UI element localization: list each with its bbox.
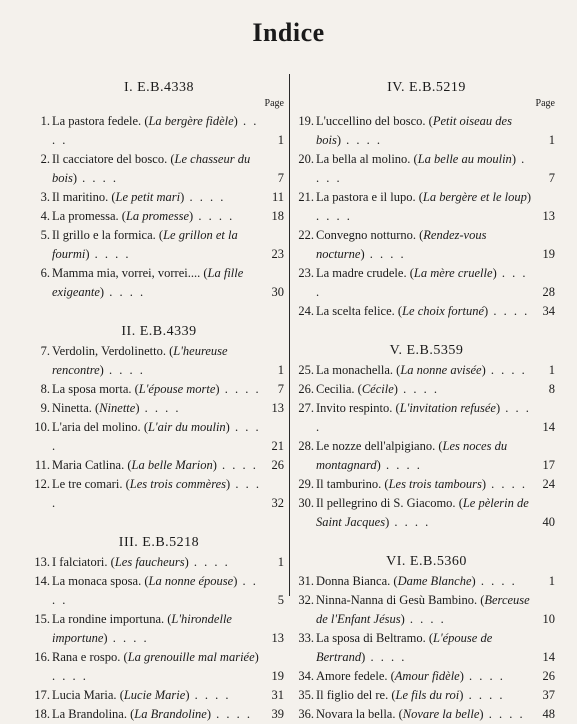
index-entry xyxy=(298,494,555,532)
entry-text xyxy=(52,420,261,453)
entry-text xyxy=(316,439,507,472)
section-heading: V. E.B.5359 xyxy=(389,343,464,358)
italian-title: La Brandolina. xyxy=(52,707,127,721)
section-heading: IV. E.B.5219 xyxy=(387,80,466,95)
page-number: 24 xyxy=(542,477,555,491)
french-title: ( L'hirondelle importune ) xyxy=(52,612,232,645)
section-heading: VI. E.B.5360 xyxy=(386,554,467,569)
dot-leader: . . . . xyxy=(104,285,146,299)
index-entry xyxy=(34,380,284,399)
entry-text xyxy=(52,114,258,147)
italian-title: Ninetta. xyxy=(52,401,92,415)
page-title: Indice xyxy=(252,18,325,47)
italian-title: Donna Bianca. xyxy=(316,574,391,588)
entry-number: 8 . xyxy=(34,380,50,399)
entry-text xyxy=(52,650,259,683)
italian-title: La pastora fedele. xyxy=(52,114,142,128)
entry-text xyxy=(52,228,238,261)
index-entry xyxy=(34,686,284,705)
entry-text xyxy=(316,496,529,529)
index-entry xyxy=(34,610,284,648)
entry-text xyxy=(316,631,492,664)
italian-title: Verdolin, Verdolinetto. xyxy=(52,344,166,358)
italian-title: L'uccellino del bosco. xyxy=(316,114,426,128)
entry-text xyxy=(52,688,230,702)
dot-leader: . . . . xyxy=(188,555,230,569)
index-entry xyxy=(34,264,284,302)
dot-leader: . . . . xyxy=(485,363,527,377)
italian-title: Il grillo e la formica. xyxy=(52,228,156,242)
entry-text xyxy=(52,190,225,204)
page-number: 21 xyxy=(271,439,284,453)
page-number: 34 xyxy=(542,304,555,318)
entry-number: 14 . xyxy=(34,572,50,591)
entry-text xyxy=(52,458,258,472)
italian-title: La sposa di Beltramo. xyxy=(316,631,426,645)
page-number: 17 xyxy=(542,458,555,472)
index-entry xyxy=(298,667,555,686)
entry-number: 16 . xyxy=(34,648,50,667)
page-number: 14 xyxy=(542,650,555,664)
french-title: ( Rendez-vous nocturne ) xyxy=(316,228,486,261)
dot-leader: . . . . xyxy=(219,382,261,396)
index-entry xyxy=(34,112,284,150)
right-column xyxy=(298,74,555,724)
index-entry xyxy=(298,686,555,705)
entry-number: 26 . xyxy=(298,380,314,399)
dot-leader: . . . . xyxy=(389,515,431,529)
dot-leader: . . . . xyxy=(463,669,505,683)
page-number: 1 xyxy=(548,363,555,377)
index-entry xyxy=(298,380,555,399)
entry-text xyxy=(316,401,531,434)
entry-text xyxy=(316,363,527,377)
entry-number: 6 . xyxy=(34,264,50,283)
italian-title: Ninna-Nanna di Gesù Bambino. xyxy=(316,593,478,607)
french-title: ( L'heureuse rencontre ) xyxy=(52,344,228,377)
dot-leader: . . . . xyxy=(139,401,181,415)
french-title: ( La nonne avisée ) xyxy=(396,363,486,377)
dot-leader: . . . . xyxy=(316,401,531,434)
entry-text xyxy=(52,266,243,299)
entry-text xyxy=(52,401,181,415)
index-entry xyxy=(34,226,284,264)
italian-title: Le nozze dell'alpigiano. xyxy=(316,439,436,453)
italian-title: L'aria del molino. xyxy=(52,420,141,434)
entry-number: 29 . xyxy=(298,475,314,494)
italian-title: La madre crudele. xyxy=(316,266,407,280)
page-number: 39 xyxy=(271,707,284,721)
page-number: 23 xyxy=(271,247,284,261)
entry-text xyxy=(52,152,250,185)
french-title: ( L'épouse morte ) xyxy=(135,382,220,396)
french-title: ( Le fils du roi ) xyxy=(391,688,463,702)
index-entry xyxy=(298,188,555,226)
entry-text xyxy=(316,266,527,299)
entry-number: 33 . xyxy=(298,629,314,648)
page-number: 32 xyxy=(271,496,284,510)
dot-leader: . . . . xyxy=(189,688,231,702)
entry-number: 21 . xyxy=(298,188,314,207)
page-number: 40 xyxy=(542,515,555,529)
italian-title: Il figlio del re. xyxy=(316,688,389,702)
french-title: ( Novare la belle ) xyxy=(399,707,484,721)
index-entry xyxy=(34,418,284,456)
index-entry xyxy=(298,705,555,724)
entry-number: 30 . xyxy=(298,494,314,513)
dot-leader: . . . . xyxy=(211,707,253,721)
dot-leader: . . . . xyxy=(184,190,226,204)
entry-number: 17 . xyxy=(34,686,50,705)
index-entry xyxy=(298,399,555,437)
french-title: ( L'épouse de Bertrand ) xyxy=(316,631,492,664)
entry-text xyxy=(316,114,512,147)
french-title: ( Les trois commères ) xyxy=(126,477,231,491)
french-title: ( La mère cruelle ) xyxy=(410,266,497,280)
index-entry xyxy=(298,302,555,321)
dot-leader: . . . . xyxy=(486,477,528,491)
page-number: 30 xyxy=(271,285,284,299)
index-entry xyxy=(34,207,284,226)
dot-leader: . . . . xyxy=(103,363,145,377)
index-entry xyxy=(34,399,284,418)
french-title: ( Lucie Marie ) xyxy=(120,688,190,702)
index-entry xyxy=(34,456,284,475)
entry-text xyxy=(316,593,530,626)
entry-text xyxy=(316,190,531,223)
italian-title: Lucia Maria. xyxy=(52,688,117,702)
entry-number: 7 . xyxy=(34,342,50,361)
page-number: 28 xyxy=(542,285,555,299)
french-title: ( L'invitation refusée ) xyxy=(396,401,501,415)
index-entry xyxy=(34,553,284,572)
entry-number: 10 . xyxy=(34,418,50,437)
dot-leader: . . . . xyxy=(316,266,528,299)
entry-number: 18 . xyxy=(34,705,50,724)
entry-text xyxy=(52,477,261,510)
page-number: 13 xyxy=(542,209,555,223)
dot-leader: . . . . xyxy=(89,247,131,261)
entry-text xyxy=(52,382,261,396)
entry-number: 4 . xyxy=(34,207,50,226)
italian-title: Le tre comari. xyxy=(52,477,123,491)
page-number: 7 xyxy=(277,171,284,185)
section-heading: I. E.B.4338 xyxy=(123,80,195,95)
french-title: ( Cécile ) xyxy=(358,382,398,396)
entry-number: 36 . xyxy=(298,705,314,724)
italian-title: La bella al molino. xyxy=(316,152,411,166)
section-gap xyxy=(298,532,555,548)
italian-title: Il pellegrino di S. Giacomo. xyxy=(316,496,456,510)
entry-number: 1 . xyxy=(34,112,50,131)
entry-text xyxy=(316,688,504,702)
entry-number: 24 . xyxy=(298,302,314,321)
entry-number: 2 . xyxy=(34,150,50,169)
page-number: 13 xyxy=(271,631,284,645)
french-title: ( L'air du moulin ) xyxy=(144,420,230,434)
page-number: 11 xyxy=(271,190,284,204)
italian-title: Convegno notturno. xyxy=(316,228,416,242)
entry-text xyxy=(52,555,230,569)
entry-number: 25 . xyxy=(298,361,314,380)
entry-text xyxy=(316,382,439,396)
italian-title: Amore fedele. xyxy=(316,669,388,683)
dot-leader: . . . . xyxy=(107,631,149,645)
entry-number: 3 . xyxy=(34,188,50,207)
section-heading: II. E.B.4339 xyxy=(121,324,197,339)
entry-number: 19 . xyxy=(298,112,314,131)
page-number: 10 xyxy=(542,612,555,626)
entry-number: 35 . xyxy=(298,686,314,705)
dot-leader: . . . . xyxy=(475,574,517,588)
section-gap xyxy=(34,302,284,318)
index-entry xyxy=(298,264,555,302)
index-entry xyxy=(298,572,555,591)
page-number: 26 xyxy=(271,458,284,472)
entry-number: 27 . xyxy=(298,399,314,418)
dot-leader: . . . . xyxy=(365,650,407,664)
entry-text xyxy=(52,707,252,721)
dot-leader: . . . . xyxy=(364,247,406,261)
dot-leader: . . . . xyxy=(193,209,235,223)
section-gap xyxy=(34,513,284,529)
index-entry xyxy=(34,475,284,513)
dot-leader: . . . . xyxy=(52,420,261,453)
dot-leader: . . . . xyxy=(488,304,530,318)
page-number: 1 xyxy=(277,133,284,147)
entry-number: 34 . xyxy=(298,667,314,686)
section-gap xyxy=(298,321,555,337)
french-title: ( La belle au moulin ) xyxy=(414,152,516,166)
section-heading: III. E.B.5218 xyxy=(118,535,200,550)
entry-number: 32 . xyxy=(298,591,314,610)
page-number: 1 xyxy=(548,133,555,147)
entry-text xyxy=(316,228,486,261)
french-title: ( Le petit mari ) xyxy=(111,190,184,204)
french-title: ( La bergère et le loup ) xyxy=(419,190,531,204)
index-entry xyxy=(34,705,284,724)
dot-leader: . . . . xyxy=(52,114,259,147)
italian-title: La sposa morta. xyxy=(52,382,132,396)
french-title: ( Berceuse de l'Enfant Jésus ) xyxy=(316,593,530,626)
entry-number: 13 . xyxy=(34,553,50,572)
dot-leader: . . . . xyxy=(52,574,258,607)
entry-text xyxy=(52,209,234,223)
french-title: ( La Brandoline ) xyxy=(130,707,211,721)
italian-title: Novara la bella. xyxy=(316,707,396,721)
dot-leader: . . . . xyxy=(52,477,261,510)
french-title: ( Petit oiseau des bois ) xyxy=(316,114,512,147)
page-number: 13 xyxy=(271,401,284,415)
italian-title: La monaca sposa. xyxy=(52,574,142,588)
dot-leader: . . . . xyxy=(483,707,525,721)
italian-title: Mamma mia, vorrei, vorrei.... xyxy=(52,266,201,280)
french-title: ( Les trois tambours ) xyxy=(384,477,486,491)
french-title: ( La bergère fidèle ) xyxy=(144,114,238,128)
column-divider xyxy=(289,74,290,596)
index-entry xyxy=(298,629,555,667)
page-column-label: Page xyxy=(264,98,284,109)
entry-number: 20 . xyxy=(298,150,314,169)
french-title: ( Les faucheurs ) xyxy=(111,555,189,569)
entry-number: 31 . xyxy=(298,572,314,591)
entry-text xyxy=(316,477,527,491)
french-title: ( Le pèlerin de Saint Jacques ) xyxy=(316,496,529,529)
index-entry xyxy=(34,648,284,686)
french-title: ( Dame Blanche ) xyxy=(393,574,475,588)
index-entry xyxy=(34,150,284,188)
page-number: 19 xyxy=(542,247,555,261)
french-title: ( Amour fidèle ) xyxy=(391,669,464,683)
entry-number: 15 . xyxy=(34,610,50,629)
index-entry xyxy=(298,475,555,494)
dot-leader: . . . . xyxy=(397,382,439,396)
index-entry xyxy=(34,342,284,380)
dot-leader: . . . . xyxy=(77,171,119,185)
page-number: 14 xyxy=(542,420,555,434)
left-column xyxy=(34,74,284,724)
index-entry xyxy=(298,112,555,150)
index-entry xyxy=(298,437,555,475)
index-entry xyxy=(34,188,284,207)
entry-text xyxy=(316,669,505,683)
entry-number: 23 . xyxy=(298,264,314,283)
italian-title: La pastora e il lupo. xyxy=(316,190,416,204)
italian-title: La rondine importuna. xyxy=(52,612,165,626)
page-number: 7 xyxy=(277,382,284,396)
page-number: 26 xyxy=(542,669,555,683)
french-title: ( La grenouille mal mariée ) xyxy=(124,650,259,664)
page-number: 8 xyxy=(548,382,555,396)
dot-leader: . . . . xyxy=(341,133,383,147)
page-number: 18 xyxy=(271,209,284,223)
entry-number: 28 . xyxy=(298,437,314,456)
page-number: 37 xyxy=(542,688,555,702)
index-entry xyxy=(298,591,555,629)
italian-title: Rana e rospo. xyxy=(52,650,121,664)
french-title: ( Le grillon et la fourmi ) xyxy=(52,228,238,261)
entry-text xyxy=(52,344,228,377)
french-title: ( La nonne épouse ) xyxy=(144,574,237,588)
dot-leader: . . . . xyxy=(316,209,352,223)
italian-title: Il maritino. xyxy=(52,190,109,204)
french-title: ( Les noces du montagnard ) xyxy=(316,439,507,472)
french-title: ( Ninette ) xyxy=(95,401,139,415)
index-entry xyxy=(298,226,555,264)
entry-text xyxy=(316,304,529,318)
italian-title: La scelta felice. xyxy=(316,304,395,318)
french-title: ( La fille exigeante ) xyxy=(52,266,243,299)
dot-leader: . . . . xyxy=(52,669,88,683)
italian-title: Il tamburino. xyxy=(316,477,382,491)
entry-text xyxy=(316,574,517,588)
italian-title: Cecilia. xyxy=(316,382,355,396)
french-title: ( La belle Marion ) xyxy=(127,458,217,472)
page-number: 1 xyxy=(277,555,284,569)
entry-number: 12 . xyxy=(34,475,50,494)
dot-leader: . . . . xyxy=(316,152,527,185)
page-number: 5 xyxy=(277,593,284,607)
entry-text xyxy=(316,152,526,185)
italian-title: Invito respinto. xyxy=(316,401,393,415)
index-entry xyxy=(298,150,555,188)
entry-number: 9 . xyxy=(34,399,50,418)
page-number: 19 xyxy=(271,669,284,683)
index-entry xyxy=(298,361,555,380)
italian-title: Il cacciatore del bosco. xyxy=(52,152,168,166)
entry-text xyxy=(316,707,525,721)
dot-leader: . . . . xyxy=(216,458,258,472)
index-entry xyxy=(34,572,284,610)
page-number: 1 xyxy=(548,574,555,588)
entry-number: 22 . xyxy=(298,226,314,245)
page-number: 48 xyxy=(542,707,555,721)
dot-leader: . . . . xyxy=(380,458,422,472)
entry-text xyxy=(52,574,258,607)
dot-leader: . . . . xyxy=(404,612,446,626)
french-title: ( Le chasseur du bois ) xyxy=(52,152,250,185)
entry-number: 11 . xyxy=(34,456,50,475)
entry-number: 5 . xyxy=(34,226,50,245)
italian-title: I falciatori. xyxy=(52,555,108,569)
page-number: 7 xyxy=(548,171,555,185)
italian-title: La promessa. xyxy=(52,209,119,223)
page-number: 1 xyxy=(277,363,284,377)
dot-leader: . . . . xyxy=(463,688,505,702)
italian-title: Maria Catlina. xyxy=(52,458,125,472)
page-number: 31 xyxy=(271,688,284,702)
page-column-label: Page xyxy=(535,98,555,109)
italian-title: La monachella. xyxy=(316,363,394,377)
french-title: ( La promesse ) xyxy=(122,209,193,223)
entry-text xyxy=(52,612,232,645)
french-title: ( Le choix fortuné ) xyxy=(398,304,488,318)
